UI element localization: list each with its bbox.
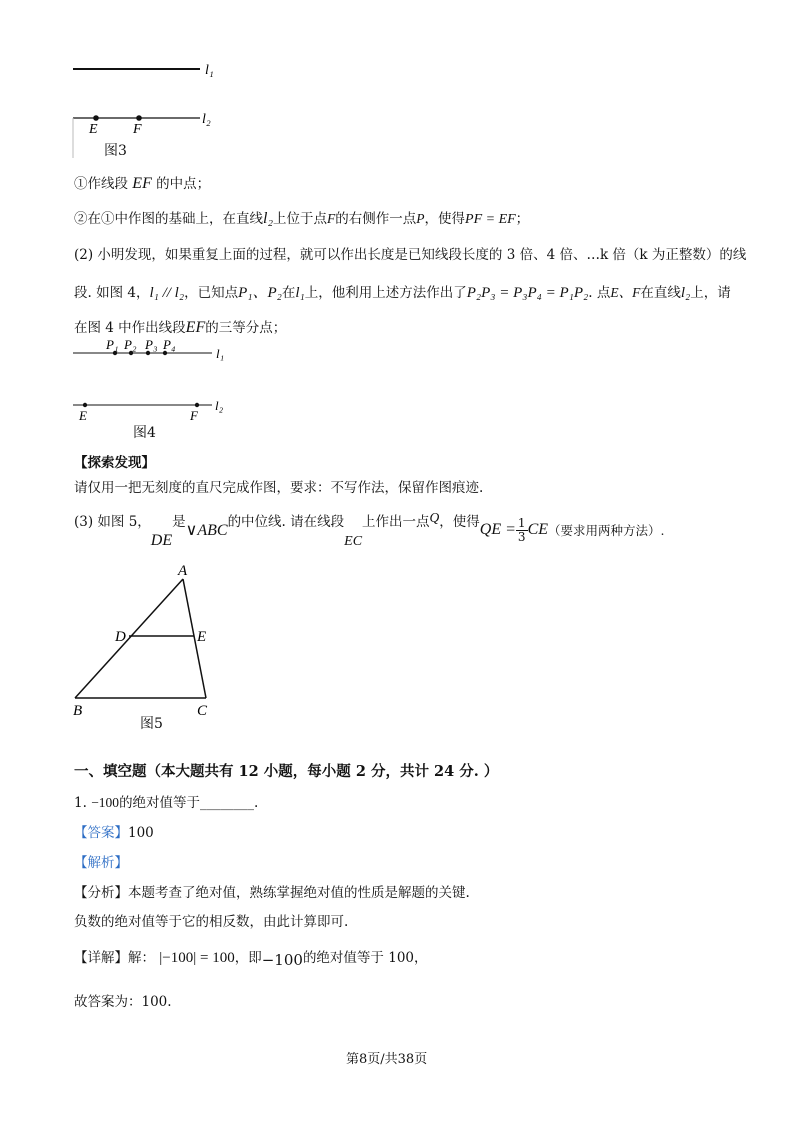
fig5-label-a: A	[178, 563, 188, 579]
fraction-numerator: 1	[517, 515, 526, 530]
step-2-l2: l₂	[263, 210, 274, 227]
triangle-abc: ∨ABC	[185, 522, 228, 539]
detail-c: 的绝对值等于 100，	[302, 950, 428, 966]
part-3-de: DE	[150, 532, 173, 549]
part-3-q: Q	[429, 510, 440, 525]
section-heading: 一、填空题（本大题共有 12 小题，每小题 2 分，共计 24 分. ）	[74, 763, 499, 780]
step-2-c: 的右侧作一点	[335, 211, 417, 227]
step-2-p: P	[416, 211, 425, 226]
step-2-d: ，使得	[424, 211, 466, 227]
answer-line	[74, 821, 154, 841]
step-2-eq: PF = EF	[465, 212, 516, 227]
fenxi-text: 本题考查了绝对值，熟练掌握绝对值的性质是解题的关键.	[128, 885, 470, 901]
part-3-f: （要求用两种方法）.	[548, 523, 665, 538]
fig5-label-b: B	[73, 703, 83, 719]
step-2-f: F	[327, 211, 336, 226]
question-1-number: 1.	[74, 795, 87, 811]
part-3-d: 上作出一点	[362, 514, 430, 530]
step-2-a: ②在①中作图的基础上，在直线	[74, 211, 263, 227]
part-2-l2-c: 在	[281, 285, 296, 301]
fig5-label-c: C	[197, 703, 208, 719]
part-2-line-3	[74, 316, 286, 337]
fig5-label-d: D	[115, 629, 126, 645]
analysis-label: 【解析】	[74, 855, 128, 871]
answer-label: 【答案】	[74, 825, 128, 841]
question-1-value: −100	[91, 795, 120, 810]
part-2-l2-g: 上，请	[690, 285, 731, 301]
part-2-l1: l₁	[295, 285, 305, 301]
fraction-one-third	[516, 517, 528, 544]
label-e: E	[89, 122, 98, 137]
fig4-label-l2: l₂	[215, 398, 224, 413]
detail-a: 解：	[128, 950, 155, 966]
part-2-l3-b: 的三等分点；	[205, 320, 287, 336]
part-2-l3-ef: EF	[185, 319, 206, 336]
part-2-l2-b: ，已知点	[184, 285, 239, 301]
part-2-l3-a: 在图 4 中作出线段	[74, 320, 186, 336]
figure-3-caption: 图3	[104, 143, 127, 159]
part-3-e: ，使得	[439, 514, 480, 530]
point-e	[93, 115, 99, 121]
part-2-l2-a: 段. 如图 4，	[74, 285, 150, 301]
step-1-tail: 的中点；	[156, 176, 211, 192]
step-2-b: 上位于点	[273, 211, 328, 227]
label-f: F	[133, 122, 142, 137]
points-p1-p2: P₁、P₂	[238, 285, 282, 301]
question-1-stem	[74, 791, 258, 811]
fig5-label-e: E	[197, 629, 207, 645]
part-3-qe: QE =	[479, 521, 516, 538]
figure-4-caption: 图4	[133, 425, 156, 441]
step-1	[74, 172, 210, 193]
fenxi-label: 【分析】	[74, 885, 128, 901]
points-e-f: E、F	[610, 285, 641, 300]
label-l1: l₁	[205, 63, 214, 78]
part-3	[74, 510, 665, 550]
page-number: 第8页/共38页	[346, 1052, 428, 1067]
fig4-label-e: E	[79, 408, 87, 423]
fig4-label-p2: P₂	[124, 337, 137, 352]
detail-b: ，即	[234, 950, 262, 966]
step-1-text: ①作线段	[74, 176, 128, 192]
fig4-point-e	[83, 403, 87, 407]
detail-label: 【详解】	[74, 950, 128, 966]
fenxi-line	[74, 881, 470, 901]
parallel-expr: l₁ // l₂	[149, 285, 185, 301]
part-2-l2-f: 在直线	[640, 285, 681, 301]
fig4-label-l1: l₁	[216, 346, 225, 361]
detail-line	[74, 946, 428, 967]
label-l2: l₂	[202, 112, 211, 127]
point-f	[136, 115, 142, 121]
part-3-a: (3) 如图 5，	[74, 514, 151, 530]
figure-5	[0, 555, 800, 730]
part-3-ce: CE	[527, 521, 549, 538]
segment-ef: EF	[132, 175, 152, 192]
part-2-line-1: (2) 小明发现，如果重复上面的过程，就可以作出长度是已知线段长度的 3 倍、4 倍、…k 倍（k 为正整数）的线	[74, 247, 747, 263]
fig4-label-p1: P₁	[106, 337, 119, 352]
step-2	[74, 207, 529, 228]
fig4-point-f	[195, 403, 199, 407]
detail-num: −100	[261, 951, 303, 969]
fraction-denominator: 3	[517, 529, 526, 544]
question-1-text: 的绝对值等于________.	[119, 795, 259, 811]
fig4-label-f: F	[190, 408, 198, 423]
part-3-c: 的中位线. 请在线段	[227, 514, 345, 530]
part-2-l2: l₂	[680, 285, 691, 301]
side-ab	[75, 579, 183, 698]
part-2-line-2	[74, 281, 731, 302]
equal-segments-expr: P₂P₃ = P₃P₄ = P₁P₂	[466, 285, 589, 301]
fenxi-line-2: 负数的绝对值等于它的相反数，由此计算即可.	[74, 914, 349, 930]
part-2-l2-e: . 点	[588, 285, 611, 301]
figure-4	[0, 335, 800, 445]
detail-equation: |−100| = 100	[159, 950, 235, 966]
figure-5-caption: 图5	[140, 716, 163, 732]
part-3-ec: EC	[344, 534, 363, 549]
fig4-label-p4: P₄	[163, 337, 176, 352]
answer-value: 100	[128, 825, 154, 841]
explore-heading: 【探索发现】	[74, 455, 155, 471]
part-2-l2-d: 上，他利用上述方法作出了	[304, 285, 467, 301]
step-2-e: ；	[515, 211, 530, 227]
explore-text: 请仅用一把无刻度的直尺完成作图，要求：不写作法，保留作图痕迹.	[74, 480, 484, 496]
conclusion: 故答案为：100.	[74, 994, 172, 1010]
part-3-b: 是	[172, 514, 186, 530]
fig4-label-p3: P₃	[145, 337, 158, 352]
